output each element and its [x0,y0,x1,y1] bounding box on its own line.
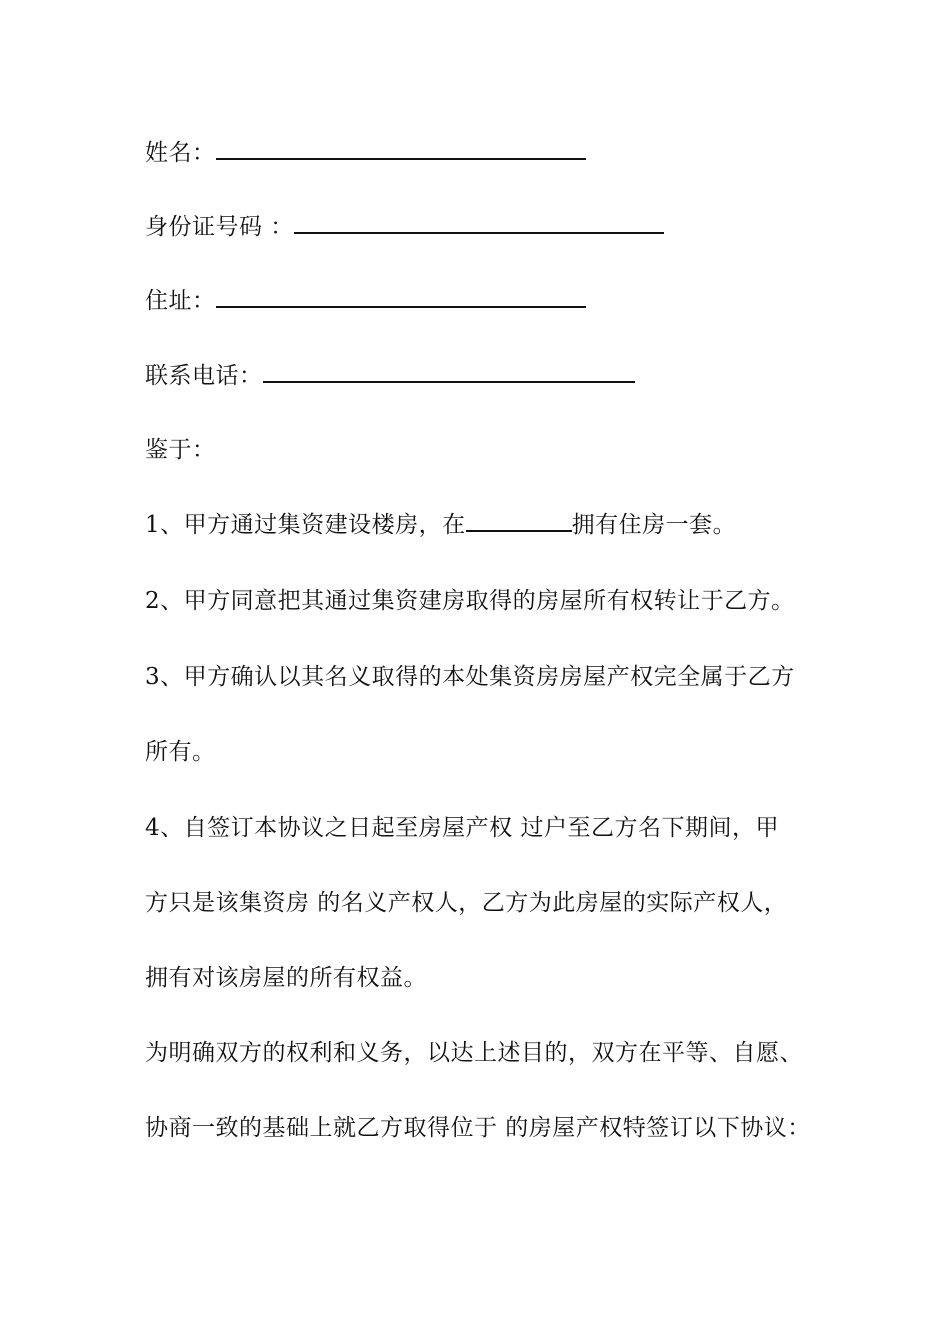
item-4-line-1: 4、自签订本协议之日起至房屋产权 过户至乙方名下期间，甲 [145,815,779,841]
name-label: 姓名： [145,140,216,166]
item-2: 2、甲方同意把其通过集资建房取得的房屋所有权转让于乙方。 [145,588,795,614]
item-4-line-3: 拥有对该房屋的所有权益。 [145,965,427,991]
phone-blank[interactable] [263,361,635,383]
item-1-before: 1、甲方通过集资建设楼房，在 [145,512,466,538]
id-field-row [145,212,664,242]
id-blank[interactable] [294,212,664,234]
item-3-line-2: 所有。 [145,739,216,765]
name-blank[interactable] [216,138,586,160]
whereas-label: 鉴于： [145,437,216,463]
closing-line-1: 为明确双方的权利和义务，以达上述目的，双方在平等、自愿、 [145,1040,803,1066]
address-label: 住址： [145,288,216,314]
item-3-line-1: 3、甲方确认以其名义取得的本处集资房房屋产权完全属于乙方 [145,664,795,690]
id-label: 身份证号码 ： [145,214,294,240]
item-1-after: 拥有住房一套。 [571,512,737,538]
phone-field-row [145,361,635,391]
name-field-row [145,138,586,168]
item-1-blank[interactable] [466,510,572,532]
phone-label: 联系电话： [145,363,263,389]
closing-line-2: 协商一致的基础上就乙方取得位于 的房屋产权特签订以下协议： [145,1115,811,1141]
address-field-row [145,286,586,316]
item-4-line-2: 方只是该集资房 的名义产权人，乙方为此房屋的实际产权人， [145,890,788,916]
item-1 [145,510,736,540]
address-blank[interactable] [216,286,586,308]
